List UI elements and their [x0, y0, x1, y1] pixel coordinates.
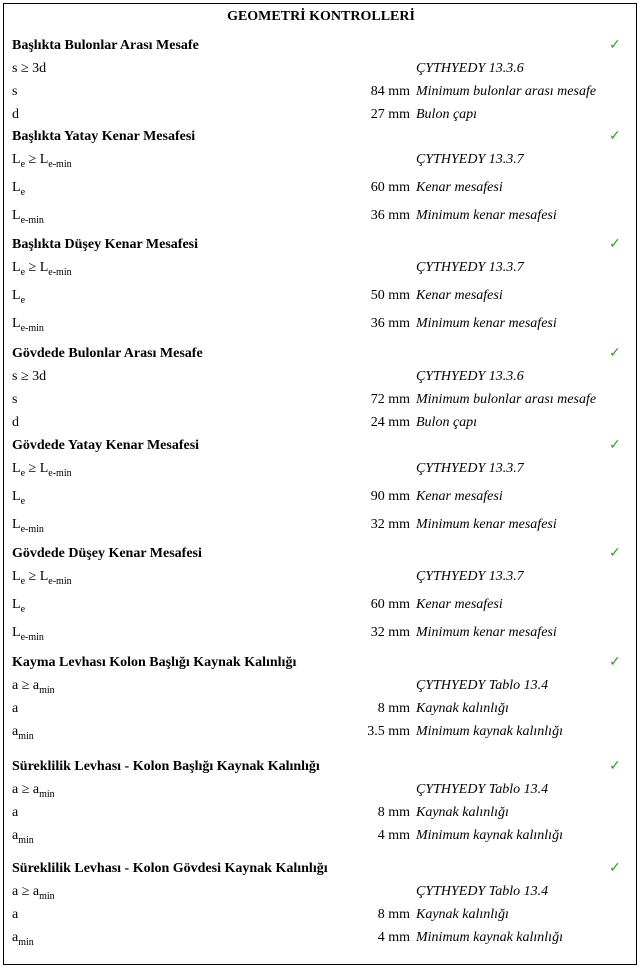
parameter-value: 27 mm	[370, 107, 410, 122]
parameter-value: 32 mm	[370, 625, 410, 640]
code-reference: ÇYTHYEDY 13.3.7	[416, 260, 524, 275]
parameter-description: Kaynak kalınlığı	[416, 701, 509, 716]
parameter-description: Minimum kaynak kalınlığı	[416, 724, 563, 739]
code-reference: ÇYTHYEDY 13.3.7	[416, 152, 524, 167]
section-heading: Gövdede Yatay Kenar Mesafesi	[12, 438, 200, 453]
code-reference: ÇYTHYEDY Tablo 13.4	[416, 678, 549, 693]
check-icon: ✓	[609, 438, 621, 453]
condition-formula: $L_e \ge L_{e-min}$	[12, 260, 72, 278]
section-heading: Süreklilik Levhası - Kolon Başlığı Kaynak Kalınlığı	[12, 759, 320, 774]
parameter-value: 90 mm	[370, 489, 410, 504]
condition-formula: $L_e \ge L_{e-min}$	[12, 152, 72, 170]
parameter-value: 32 mm	[370, 517, 410, 532]
check-icon: ✓	[609, 129, 621, 144]
section-heading: Süreklilik Levhası - Kolon Gövdesi Kaynak Kalınlığı	[12, 861, 328, 876]
check-icon: ✓	[609, 655, 621, 670]
parameter-symbol: a	[12, 805, 19, 820]
geometry-checks-frame	[3, 3, 637, 965]
code-reference: ÇYTHYEDY 13.3.6	[416, 61, 524, 76]
code-reference: ÇYTHYEDY Tablo 13.4	[416, 782, 549, 797]
parameter-value: 24 mm	[370, 415, 410, 430]
section-heading: Başlıkta Bulonlar Arası Mesafe	[12, 38, 199, 53]
parameter-symbol: $L_e$	[12, 180, 26, 198]
section-heading: Gövdede Düşey Kenar Mesafesi	[12, 546, 202, 561]
condition-formula: $L_e \ge L_{e-min}$	[12, 461, 72, 479]
check-icon: ✓	[609, 38, 621, 53]
parameter-description: Bulon çapı	[416, 107, 478, 122]
parameter-symbol: a	[12, 701, 19, 716]
parameter-value: 36 mm	[370, 208, 410, 223]
parameter-description: Minimum kaynak kalınlığı	[416, 930, 563, 945]
check-icon: ✓	[609, 237, 621, 252]
parameter-symbol: d	[12, 415, 19, 430]
parameter-symbol: $a_{min}$	[12, 930, 34, 948]
code-reference: ÇYTHYEDY 13.3.7	[416, 461, 524, 476]
parameter-value: 3.5 mm	[367, 724, 410, 739]
check-icon: ✓	[609, 346, 621, 361]
parameter-description: Kenar mesafesi	[416, 180, 503, 195]
parameter-description: Minimum kenar mesafesi	[416, 208, 557, 223]
parameter-value: 4 mm	[377, 828, 410, 843]
condition-formula: $a \ge a_{min}$	[12, 678, 55, 696]
parameter-symbol: $L_e$	[12, 597, 26, 615]
section-heading: Kayma Levhası Kolon Başlığı Kaynak Kalınlığı	[12, 655, 297, 670]
page-title: GEOMETRİ KONTROLLERİ	[227, 9, 415, 24]
parameter-value: 36 mm	[370, 316, 410, 331]
condition-formula: $a \ge a_{min}$	[12, 782, 55, 800]
parameter-description: Kenar mesafesi	[416, 489, 503, 504]
check-icon: ✓	[609, 546, 621, 561]
parameter-value: 72 mm	[370, 392, 410, 407]
parameter-symbol: $a_{min}$	[12, 828, 34, 846]
parameter-description: Minimum kenar mesafesi	[416, 517, 557, 532]
section-heading: Başlıkta Yatay Kenar Mesafesi	[12, 129, 196, 144]
parameter-description: Minimum bulonlar arası mesafe	[416, 392, 597, 407]
condition-formula: $a \ge a_{min}$	[12, 884, 55, 902]
parameter-description: Minimum bulonlar arası mesafe	[416, 84, 597, 99]
condition-formula: s ≥ 3d	[12, 61, 47, 76]
parameter-symbol: $L_e$	[12, 489, 26, 507]
code-reference: ÇYTHYEDY 13.3.6	[416, 369, 524, 384]
condition-formula: $L_e \ge L_{e-min}$	[12, 569, 72, 587]
parameter-description: Minimum kenar mesafesi	[416, 625, 557, 640]
parameter-symbol: $L_{e-min}$	[12, 208, 44, 226]
code-reference: ÇYTHYEDY 13.3.7	[416, 569, 524, 584]
check-icon: ✓	[609, 861, 621, 876]
parameter-value: 84 mm	[370, 84, 410, 99]
parameter-symbol: a	[12, 907, 19, 922]
parameter-value: 60 mm	[370, 597, 410, 612]
parameter-value: 60 mm	[370, 180, 410, 195]
section-heading: Gövdede Bulonlar Arası Mesafe	[12, 346, 203, 361]
parameter-value: 8 mm	[377, 701, 410, 716]
parameter-description: Minimum kaynak kalınlığı	[416, 828, 563, 843]
parameter-description: Kaynak kalınlığı	[416, 805, 509, 820]
parameter-description: Kenar mesafesi	[416, 597, 503, 612]
code-reference: ÇYTHYEDY Tablo 13.4	[416, 884, 549, 899]
parameter-symbol: s	[12, 84, 18, 99]
parameter-symbol: s	[12, 392, 18, 407]
parameter-description: Minimum kenar mesafesi	[416, 316, 557, 331]
parameter-value: 8 mm	[377, 805, 410, 820]
parameter-value: 4 mm	[377, 930, 410, 945]
parameter-symbol: d	[12, 107, 19, 122]
condition-formula: s ≥ 3d	[12, 369, 47, 384]
parameter-symbol: $a_{min}$	[12, 724, 34, 742]
check-icon: ✓	[609, 759, 621, 774]
parameter-symbol: $L_{e-min}$	[12, 517, 44, 535]
parameter-description: Kaynak kalınlığı	[416, 907, 509, 922]
parameter-description: Bulon çapı	[416, 415, 478, 430]
parameter-value: 8 mm	[377, 907, 410, 922]
parameter-description: Kenar mesafesi	[416, 288, 503, 303]
parameter-symbol: $L_{e-min}$	[12, 625, 44, 643]
parameter-symbol: $L_{e-min}$	[12, 316, 44, 334]
section-heading: Başlıkta Düşey Kenar Mesafesi	[12, 237, 199, 252]
parameter-symbol: $L_e$	[12, 288, 26, 306]
parameter-value: 50 mm	[370, 288, 410, 303]
